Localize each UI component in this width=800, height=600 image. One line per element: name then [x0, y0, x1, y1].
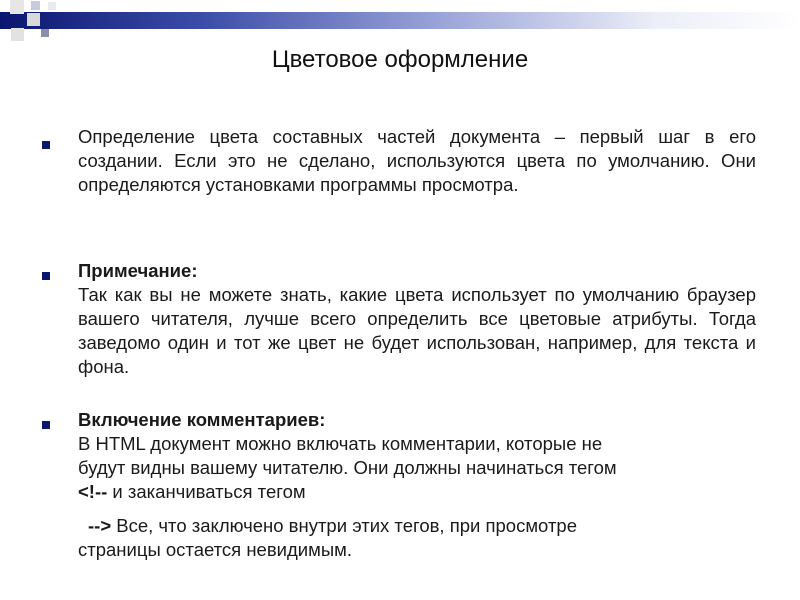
section-3-line-1: В HTML документ можно включать комментарии, которые не: [78, 433, 603, 454]
section-3-line-3-rest: и заканчиваться тегом: [107, 481, 306, 502]
bullet-icon: [42, 272, 50, 280]
decor-square: [48, 2, 56, 10]
section-3-heading: Включение комментариев:: [78, 409, 326, 430]
decor-square: [11, 28, 24, 41]
title-bar-decoration: [0, 12, 800, 29]
decor-square: [31, 1, 40, 10]
section-3-line-4: [88, 514, 756, 538]
section-2-heading: Примечание:: [78, 260, 198, 281]
section-3-line-2: будут видны вашему читателю. Они должны начинаться тегом: [78, 457, 617, 478]
slide-title: Цветовое оформление: [271, 46, 529, 73]
section-1-text: Определение цвета составных частей документа – первый шаг в его создании. Если это не сделано, используются цвета по умолчанию. Они определяются установками программы просмотра.: [78, 126, 756, 195]
bullet-icon: [42, 141, 50, 149]
decor-square: [27, 13, 40, 26]
decor-square: [10, 0, 24, 14]
section-3-line-5: страницы остается невидимым.: [78, 539, 352, 560]
section-3-line-3: [78, 480, 756, 504]
decor-square: [41, 29, 49, 37]
comment-open-tag: <!--: [78, 481, 108, 502]
comment-close-tag: -->: [88, 515, 112, 536]
bullet-icon: [42, 421, 50, 429]
section-2-text: Так как вы не можете знать, какие цвета использует по умолчанию браузер вашего читателя, лучше всего определить все цветовые атрибуты. Тогда заведомо один и тот же цвет не будет использован, например, для текста и фона.: [78, 284, 756, 377]
section-3-line-4-rest: Все, что заключено внутри этих тегов, при просмотре: [111, 515, 577, 536]
